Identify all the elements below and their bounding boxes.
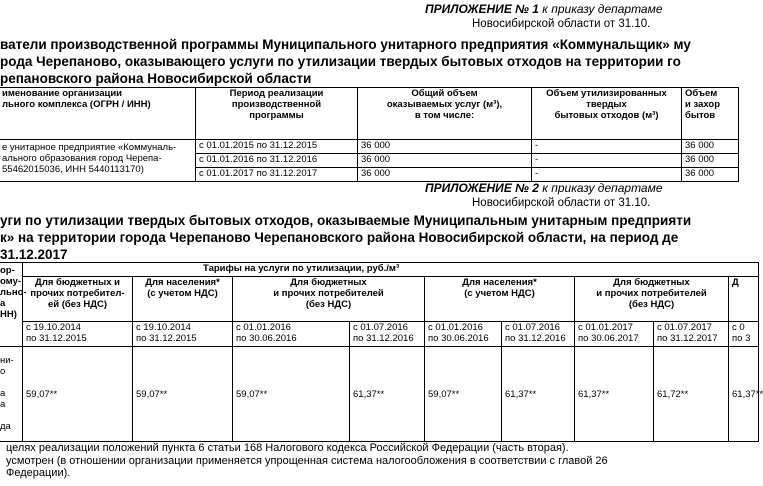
tariff-value: 61,37** — [350, 347, 425, 442]
tariffs-table — [0, 262, 763, 442]
period-header: Период реализации производственной программы — [196, 88, 358, 140]
period-cell: с 01.01.2017 по 31.12.2017 — [196, 168, 358, 182]
period-cell: с 0 по 3 — [729, 322, 759, 347]
table1-title: ватели производственной программы Муниципального унитарного предприятия «Коммунальщик» му рода Черепаново, оказывающего услуги по утилизации твердых бытовых отходов на территории го репановского района Новосибирской области — [0, 37, 691, 86]
left-header-cell: ор- ому- льно- а НН) — [0, 263, 23, 347]
burial-volume-header: Объем и захор бытов — [682, 88, 739, 140]
period-cell: с 01.01.2015 по 31.12.2015 — [196, 140, 358, 154]
util-cell: - — [532, 140, 682, 154]
burial-cell: 36 000 — [682, 168, 739, 182]
footnote-3: Федерации). — [6, 467, 71, 479]
period-cell: с 01.01.2016 по 30.06.2016 — [425, 322, 502, 347]
table-row — [0, 140, 739, 154]
tariff-value: 59,07** — [425, 347, 502, 442]
period-cell: с 01.07.2017 по 31.12.2017 — [654, 322, 729, 347]
period-cell: с 19.10.2014 по 31.12.2015 — [133, 322, 233, 347]
tariff-value: 61,72** — [654, 347, 729, 442]
appendix1-region: Новосибирской области от 31.10. — [472, 18, 651, 30]
org-header: именование организации льного комплекса (ОГРН / ИНН) — [0, 88, 196, 140]
tariff-values-row — [0, 347, 759, 442]
period-row — [0, 322, 759, 347]
table2-title: уги по утилизации твердых бытовых отходов, оказываемые Муниципальным унитарным предприяти к» на территории города Черепаново Черепановского района Новосибирской области, на период де 31.12.2017 — [0, 213, 692, 262]
consumer-group-row — [0, 277, 759, 322]
left-body-cell: ни- о а а да — [0, 347, 23, 442]
group-header: Для населения* (с учетом НДС) — [425, 277, 575, 322]
tariff-value: 59,07** — [233, 347, 350, 442]
burial-cell: 36 000 — [682, 140, 739, 154]
group-header: Для бюджетных и прочих потребител- ей (без НДС) — [23, 277, 133, 322]
period-cell: с 01.01.2017 по 30.06.2017 — [575, 322, 654, 347]
tariff-header: Тарифы на услуги по утилизации, руб./м³ — [23, 263, 759, 277]
period-cell: с 01.07.2016 по 31.12.2016 — [350, 322, 425, 347]
group-header: Для бюджетных и прочих потребителей (без НДС) — [233, 277, 425, 322]
tariff-value: 61,37** — [575, 347, 654, 442]
footnotes — [6, 442, 608, 480]
org-cell: е унитарное предприятие «Коммуналь- ального образования город Черепа- 55462015036, ИНН 5440113170) — [0, 140, 196, 182]
appendix2-title: ПРИЛОЖЕНИЕ № 2 к приказу департаме — [425, 181, 663, 195]
group-header: Д — [729, 277, 759, 322]
tariff-value: 59,07** — [133, 347, 233, 442]
util-cell: - — [532, 154, 682, 168]
production-program-table — [0, 87, 739, 182]
appendix1-title: ПРИЛОЖЕНИЕ № 1 к приказу департаме — [425, 2, 663, 16]
total-cell: 36 000 — [358, 168, 532, 182]
group-header: Для бюджетных и прочих потребителей (без НДС) — [575, 277, 729, 322]
burial-cell: 36 000 — [682, 154, 739, 168]
footnote-2: усмотрен (в отношении организации применяется упрощенная система налогообложения в соответствии с главой 26 — [6, 454, 608, 467]
tariff-value: 61,37** — [502, 347, 575, 442]
util-cell: - — [532, 168, 682, 182]
period-cell: с 01.01.2016 по 30.06.2016 — [233, 322, 350, 347]
tariff-value: 61,37** — [729, 347, 759, 442]
table1-header-row — [0, 88, 739, 140]
tariff-value: 59,07** — [23, 347, 133, 442]
total-cell: 36 000 — [358, 140, 532, 154]
utilized-volume-header: Объем утилизированных твердых бытовых отходов (м³) — [532, 88, 682, 140]
total-volume-header: Общий объем оказываемых услуг (м³), в том числе: — [358, 88, 532, 140]
period-cell: с 19.10.2014 по 31.12.2015 — [23, 322, 133, 347]
total-cell: 36 000 — [358, 154, 532, 168]
tariff-header-row — [0, 263, 759, 277]
period-cell: с 01.07.2016 по 31.12.2016 — [502, 322, 575, 347]
group-header: Для населения* (с учетом НДС) — [133, 277, 233, 322]
period-cell: с 01.01.2016 по 31.12.2016 — [196, 154, 358, 168]
footnote-1: целях реализации положений пункта 6 статьи 168 Налогового кодекса Российской Федерации (часть вторая). — [6, 442, 569, 454]
appendix2-region: Новосибирской области от 31.10. — [472, 197, 651, 209]
